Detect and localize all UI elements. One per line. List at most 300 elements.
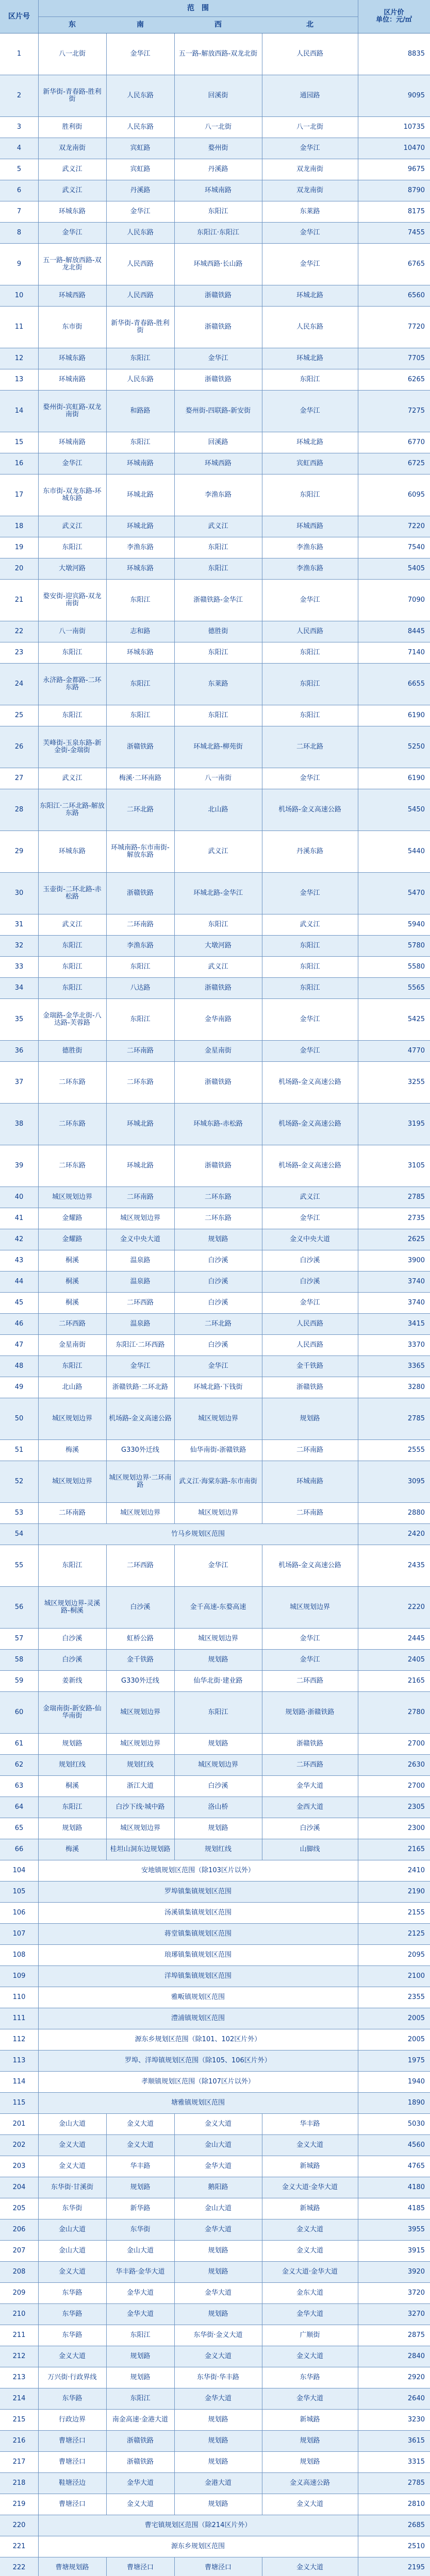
north-cell: 人民西路 [296,1341,323,1349]
price-cell: 7090 [407,596,425,604]
east-cell: 城区规划边界 [52,1414,92,1422]
column-divider [174,2410,175,2430]
column-divider [106,2283,107,2303]
column-divider [174,2325,175,2346]
zone-number-cell: 111 [12,2014,26,2022]
table-row [0,1208,430,1229]
east-cell: 北山路 [62,1383,82,1391]
west-cell: 环城东路-赤松路 [193,1120,243,1128]
west-cell: 东阳江 [208,920,228,928]
column-divider [106,1377,107,1398]
table-row [0,2557,430,2576]
price-cell: 3720 [407,2289,425,2297]
east-cell: 德胜街 [62,1046,82,1055]
north-cell: 机场路-金义高速公路 [278,805,341,814]
north-cell: 金华江 [300,1298,320,1307]
east-cell: 八一南街 [58,627,86,635]
south-cell: 李渔东路 [126,543,154,551]
column-divider [38,621,39,642]
west-cell: 城区规划边界 [197,1760,238,1769]
column-divider [106,1272,107,1292]
column-divider [38,1335,39,1355]
column-divider [106,1818,107,1839]
column-divider [106,516,107,537]
west-cell: 金华大道 [204,2289,231,2297]
east-cell: 白沙溪 [62,1634,82,1642]
north-cell: 八一北街 [296,123,323,131]
column-divider [174,138,175,159]
price-cell: 5405 [407,564,425,572]
price-cell: 2785 [407,1414,425,1422]
east-cell: 曹塘泾口 [58,2500,86,2508]
zone-number-cell: 202 [12,2141,26,2149]
price-cell: 3315 [407,2458,425,2466]
zone-number-cell: 54 [14,1530,24,1538]
east-cell: 金耀路 [62,1235,82,1243]
table-row [0,1671,430,1692]
scope-span-cell: 罗埠、洋埠镇规划区范围（除105、106区片外） [125,2056,271,2064]
table-row [0,1398,430,1440]
south-cell: 人民东路 [126,91,154,99]
column-divider [174,1587,175,1628]
price-cell: 2095 [407,1951,425,1959]
column-divider [174,348,175,369]
table-row [0,33,430,75]
table-row [0,1818,430,1839]
table-row [0,1524,430,1545]
column-divider [174,642,175,663]
south-cell: 环城北路 [126,1120,154,1128]
east-cell: 东市街-双龙东路-环城东路 [43,487,102,502]
column-divider [106,75,107,116]
east-cell: 二环东路 [58,1120,86,1128]
column-divider [38,1041,39,1061]
column-divider [38,1229,39,1250]
north-cell: 通园路 [300,91,320,99]
zone-number-cell: 205 [12,2204,26,2212]
column-divider [38,1734,39,1754]
south-cell: 人民东路 [126,123,154,131]
column-divider [174,391,175,432]
south-cell: 浙赣铁路 [126,2436,154,2445]
column-divider [106,726,107,768]
south-cell: 华丰路 [130,2162,151,2170]
table-row [0,642,430,664]
south-cell: 浙江大道 [126,1782,154,1790]
header-zone-no: 区片号 [8,12,30,21]
column-divider [174,2452,175,2472]
west-cell: 规划路 [208,2458,228,2466]
price-cell: 1890 [407,2098,425,2107]
column-divider [38,1187,39,1208]
south-cell: 规划路 [130,2373,151,2381]
zone-number-cell: 23 [14,648,24,656]
east-cell: 金瑞南街-新安路-仙华南街 [43,1704,102,1720]
north-cell: 金华江 [300,774,320,782]
column-divider [174,2557,175,2576]
column-divider [38,2156,39,2177]
zone-number-cell: 31 [14,920,24,928]
column-divider [174,873,175,914]
zone-number-cell: 39 [14,1161,24,1170]
column-divider [38,1650,39,1670]
price-cell: 3740 [407,1277,425,1285]
price-cell: 1940 [407,2077,425,2086]
table-row [0,223,430,244]
table-row [0,914,430,936]
column-divider [106,1776,107,1797]
table-row [0,1734,430,1755]
price-cell: 9095 [407,91,425,99]
zone-number-cell: 106 [12,1908,26,1917]
price-cell: 5470 [407,889,425,897]
column-divider [174,1208,175,1229]
zone-number-cell: 43 [14,1256,24,1264]
west-cell: 金华南路 [204,1015,231,1023]
zone-number-cell: 104 [12,1866,26,1874]
table-row [0,1755,430,1776]
north-cell: 环城西路 [296,522,323,530]
column-divider [38,2262,39,2282]
column-divider [106,1461,107,1502]
west-cell: 东阳江·东阳江 [196,228,240,236]
south-cell: 环城北路 [126,522,154,530]
west-cell: 东阳江 [208,207,228,215]
table-row [0,1104,430,1145]
east-cell: 桐溪 [65,1782,79,1790]
column-divider [174,2198,175,2219]
east-cell: 桐溪 [65,1298,79,1307]
west-cell: 环城北路-柳苑街 [193,742,243,751]
zone-number-cell: 32 [14,941,24,950]
east-cell: 大墩河路 [58,564,86,572]
column-divider [38,1545,39,1586]
header-north: 北 [306,20,313,29]
east-cell: 金星南街 [58,1341,86,1349]
column-divider [106,537,107,558]
price-cell: 2165 [407,1676,425,1685]
column-divider [106,159,107,180]
price-cell: 2435 [407,1561,425,1569]
south-cell: 丹溪路 [130,186,151,194]
column-divider [106,285,107,306]
east-cell: 梅溪 [65,1845,79,1853]
column-divider [174,1818,175,1839]
south-cell: 城区规划边界 [120,1739,160,1748]
price-cell: 2685 [407,2521,425,2529]
column-divider [174,1293,175,1313]
east-cell: 二环东路 [58,1161,86,1170]
table-row [0,285,430,307]
east-cell: 姜新线 [62,1676,82,1685]
column-divider [38,1755,39,1775]
table-row [0,2515,430,2536]
table-row [0,664,430,705]
price-cell: 3095 [407,1477,425,1485]
zone-number-cell: 22 [14,627,24,635]
table-row [0,1629,430,1650]
column-divider [106,2135,107,2156]
column-divider [174,1356,175,1377]
table-row [0,936,430,957]
north-cell: 环城北路 [296,438,323,446]
scope-span-cell: 琅琊镇集镇规划区范围 [164,1951,231,1959]
price-cell: 10735 [403,123,425,131]
south-cell: 温泉路 [130,1319,151,1328]
price-cell: 7705 [407,354,425,362]
east-cell: 新华街-青春路-胜利街 [43,88,102,103]
table-row [0,180,430,201]
column-divider [174,1398,175,1439]
east-cell: 万兴街·行政界线 [47,2373,97,2381]
price-cell: 2195 [407,2563,425,2571]
table-row [0,621,430,642]
price-cell: 2125 [407,1929,425,1938]
column-divider [106,1839,107,1860]
east-cell: 五一路-解放西路-双龙北街 [43,256,102,272]
north-cell: 金义大道·金华大道 [282,2183,338,2191]
west-cell: 金港大道 [204,2479,231,2487]
zone-number-cell: 204 [12,2183,26,2191]
east-cell: 金义大道 [58,2352,86,2360]
column-divider [106,2494,107,2515]
price-cell: 2005 [407,2035,425,2043]
column-divider [38,1503,39,1523]
column-divider [106,2410,107,2430]
column-divider [106,369,107,390]
west-cell: 规划路 [208,2436,228,2445]
west-cell: 金华大道 [204,2225,231,2233]
north-cell: 李渔东路 [296,543,323,551]
north-cell: 环城北路 [296,291,323,299]
column-divider [106,2114,107,2134]
table-row [0,1229,430,1250]
west-cell: 东阳江 [208,711,228,719]
east-cell: 玉壶街-二环北路-赤松路 [43,885,102,901]
south-cell: 城区规划边界 [120,1509,160,1517]
west-cell: 环城北路-金华江 [193,889,243,897]
header-west: 西 [214,20,222,29]
price-cell: 6770 [407,438,425,446]
north-cell: 人民西路 [296,1319,323,1328]
table-row [0,1587,430,1629]
south-cell: 规划路 [130,2183,151,2191]
west-cell: 白沙溪 [208,1782,228,1790]
north-cell: 白沙溪 [300,1256,320,1264]
table-row [0,2367,430,2388]
zone-number-cell: 14 [14,406,24,415]
column-divider [106,1440,107,1461]
column-divider [174,2177,175,2198]
table-row [0,391,430,432]
east-cell: 规划路 [62,1739,82,1748]
scope-span-cell: 竹马乡规划区范围 [171,1530,225,1538]
table-row [0,1882,430,1903]
column-divider [174,936,175,956]
column-divider [106,223,107,243]
north-cell: 规划路 [300,2436,320,2445]
price-cell: 3370 [407,1341,425,1349]
column-divider [38,1629,39,1649]
column-divider [106,705,107,726]
zone-number-cell: 221 [12,2542,26,2550]
west-cell: 规划路 [208,1739,228,1748]
table-row [0,1293,430,1314]
west-cell: 浙赣铁路 [204,1161,231,1170]
north-cell: 双龙南街 [296,186,323,194]
south-cell: 城区规划边界·二环南路 [109,1473,172,1489]
scope-span-cell: 源东乡规划区范围（除101、102区片外） [135,2035,261,2043]
table-row [0,2219,430,2241]
north-cell: 金千铁路 [296,1362,323,1370]
price-cell: 4560 [407,2141,425,2149]
column-divider [106,2473,107,2494]
table-row [0,999,430,1041]
south-cell: 南金高速·金港大道 [112,2415,169,2424]
south-cell: 新华街-青春路-胜利街 [111,319,170,334]
column-divider [174,558,175,579]
east-cell: 金华江 [62,459,82,467]
south-cell: 东阳江 [130,2394,151,2402]
price-cell: 2445 [407,1634,425,1642]
price-cell: 5940 [407,920,425,928]
zone-number-cell: 50 [14,1414,24,1422]
column-divider [174,1839,175,1860]
column-divider [38,2410,39,2430]
north-cell: 白沙溪 [300,1824,320,1832]
column-divider [106,1503,107,1523]
south-cell: 东阳江·二环西路 [115,1341,165,1349]
north-cell: 宾虹西路 [296,459,323,467]
column-divider [38,1987,39,2008]
column-divider [174,1734,175,1754]
column-divider [174,2135,175,2156]
west-cell: 仙华北街·建业路 [193,1676,243,1685]
price-cell: 3255 [407,1078,425,1086]
west-cell: 武义江 [208,522,228,530]
column-divider [174,516,175,537]
south-cell: 金华江 [130,1362,151,1370]
south-cell: 浙赣铁路 [126,2458,154,2466]
column-divider [38,1377,39,1398]
west-cell: 规划路 [208,1824,228,1832]
column-divider [174,1671,175,1691]
north-cell: 金东大道 [296,2289,323,2297]
south-cell: 环城南路-东市南街-解放东路 [111,843,170,859]
table-row [0,2473,430,2494]
column-divider [38,1272,39,1292]
west-cell: 武义江·海棠东路-东市南街 [179,1477,257,1485]
east-cell: 环城东路 [58,847,86,855]
east-cell: 东阳江 [62,984,82,992]
column-divider [174,1545,175,1586]
price-cell: 7220 [407,522,425,530]
column-divider [106,1398,107,1439]
column-divider [38,2473,39,2494]
column-divider [38,33,39,75]
north-cell: 新城路 [300,2415,320,2424]
north-cell: 金华大道 [296,1782,323,1790]
column-divider [174,2367,175,2388]
south-cell: 东阳江 [130,438,151,446]
north-cell: 规划路·浙赣铁路 [285,1708,335,1716]
price-cell: 2625 [407,1235,425,1243]
column-divider [38,1314,39,1334]
south-cell: 金华大道 [126,2479,154,2487]
column-divider [174,369,175,390]
price-cell: 2165 [407,1845,425,1853]
column-divider [106,2177,107,2198]
zone-number-cell: 34 [14,984,24,992]
table-row [0,873,430,914]
east-cell: 东市街 [62,323,82,331]
price-cell: 5440 [407,847,425,855]
north-cell: 东阳江 [300,680,320,688]
column-divider [174,244,175,285]
zone-number-cell: 33 [14,962,24,971]
south-cell: G330外迁线 [121,1676,159,1685]
west-cell: 金义大道 [204,2352,231,2360]
table-row [0,558,430,580]
west-cell: 城区规划边界 [197,1634,238,1642]
price-cell: 5030 [407,2120,425,2128]
column-divider [106,580,107,621]
scope-span-cell: 汤溪镇集镇规划区范围 [164,1908,231,1917]
column-divider [38,914,39,935]
scope-span-cell: 罗埠镇集镇规划区范围 [164,1887,231,1895]
south-cell: G330外迁线 [121,1446,159,1454]
east-cell: 婺州街-宾虹路-双龙南街 [43,403,102,418]
table-row [0,2177,430,2198]
south-cell: 浙赣铁路·二环北路 [112,1383,169,1391]
north-cell: 华丰路 [300,2120,320,2128]
column-divider [106,768,107,789]
column-divider [106,2198,107,2219]
west-cell: 二环东路 [204,1193,231,1201]
column-divider [174,705,175,726]
west-cell: 东华街·华丰路 [196,2373,240,2381]
north-cell: 金义中央大道 [289,1235,330,1243]
zone-number-cell: 41 [14,1214,24,1222]
table-row [0,1440,430,1461]
west-cell: 环城西路 [204,459,231,467]
south-cell: 城区规划边界 [120,1708,160,1716]
north-cell: 规划路 [300,2458,320,2466]
east-cell: 曹塘泾口 [58,2436,86,2445]
column-divider [174,1062,175,1103]
north-cell: 浙赣铁路 [296,1739,323,1748]
column-divider [106,1671,107,1691]
south-cell: 环城东路 [126,564,154,572]
north-cell: 东阳江 [300,490,320,499]
price-cell: 2190 [407,1887,425,1895]
zone-number-cell: 115 [12,2098,26,2107]
column-divider [106,1335,107,1355]
table-row [0,789,430,831]
east-cell: 胜利街 [62,123,82,131]
price-cell: 2630 [407,1760,425,1769]
south-cell: 金义大道 [126,2141,154,2149]
north-cell: 金华江 [300,1015,320,1023]
price-cell: 3615 [407,2436,425,2445]
table-row [0,2093,430,2114]
zone-number-cell: 6 [16,186,22,194]
column-divider [174,432,175,453]
column-divider [106,2367,107,2388]
zone-number-cell: 203 [12,2162,26,2170]
price-cell: 4770 [407,1046,425,1055]
column-divider [174,75,175,116]
